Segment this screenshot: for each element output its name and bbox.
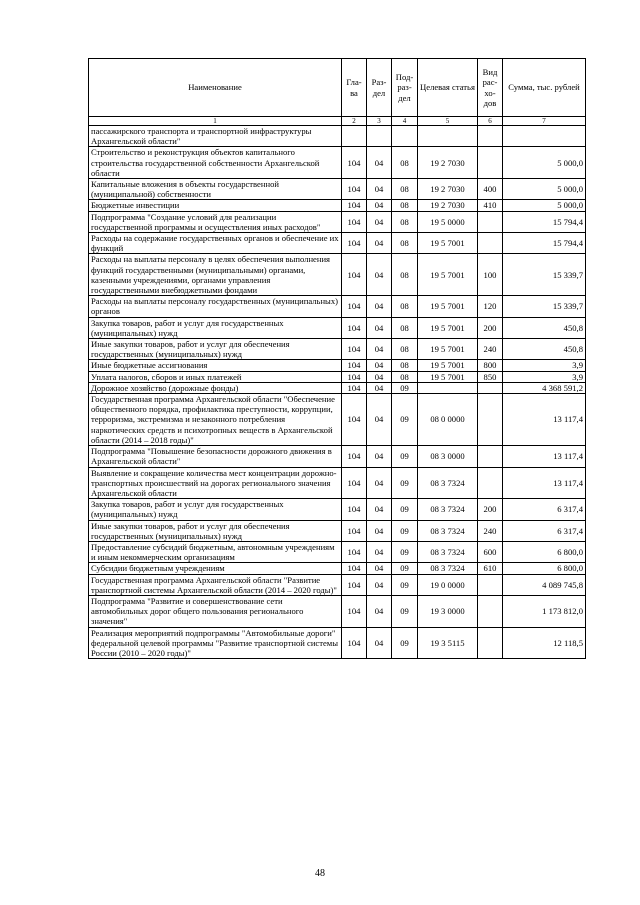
cell-name: Государственная программа Архангельской области "Обеспечение общественного порядка, профилактика преступности, коррупции, терроризма, экстремизма и незаконного потребления наркотических средств и психотропных веществ в Архангельской области (2014 – 2018 годы)" [89,394,342,446]
cell-glava: 104 [342,394,367,446]
cell-sum: 1 173 812,0 [503,595,586,627]
cell-name: Выявление и сокращение количества мест концентрации дорожно-транспортных происшествий на дорогах регионального значения Архангельской области [89,467,342,499]
header-razdel: Раз-дел [367,59,392,117]
cell-name: Подпрограмма "Повышение безопасности дорожного движения в Архангельской области" [89,446,342,467]
cell-podrazdel [392,126,418,147]
cell-target: 19 5 7001 [418,317,478,338]
table-row [89,147,586,179]
cell-razdel: 04 [367,541,392,562]
cell-target: 08 3 7324 [418,499,478,520]
cell-razdel: 04 [367,296,392,317]
table-row [89,394,586,446]
cell-razdel: 04 [367,317,392,338]
header-sum: Сумма, тыс. рублей [503,59,586,117]
cell-name: Строительство и реконструкция объектов капитального строительства государственной собственности Архангельской области [89,147,342,179]
cell-vid: 800 [478,360,503,371]
cell-sum: 13 117,4 [503,394,586,446]
cell-razdel: 04 [367,179,392,200]
cell-glava: 104 [342,467,367,499]
cell-sum: 6 317,4 [503,520,586,541]
cell-vid: 600 [478,541,503,562]
cell-sum: 6 800,0 [503,563,586,574]
cell-name: Подпрограмма "Развитие и совершенствование сети автомобильных дорог общего пользования регионального значения" [89,595,342,627]
cell-sum: 5 000,0 [503,147,586,179]
cell-podrazdel: 08 [392,200,418,211]
cell-glava: 104 [342,574,367,595]
cell-target: 08 3 7324 [418,563,478,574]
cell-target: 08 3 7324 [418,541,478,562]
table-row [89,382,586,393]
cell-podrazdel: 08 [392,179,418,200]
table-row [89,541,586,562]
cell-vid [478,147,503,179]
column-number: 5 [418,117,478,126]
cell-name: Иные закупки товаров, работ и услуг для обеспечения государственных (муниципальных) нужд [89,339,342,360]
cell-podrazdel: 08 [392,254,418,296]
cell-name: Расходы на выплаты персоналу государственных (муниципальных) органов [89,296,342,317]
cell-glava: 104 [342,541,367,562]
table-row [89,254,586,296]
cell-target: 08 0 0000 [418,394,478,446]
cell-name: Государственная программа Архангельской области "Развитие транспортной системы Архангельской области (2014 – 2020 годы)" [89,574,342,595]
cell-name: Уплата налогов, сборов и иных платежей [89,371,342,382]
cell-podrazdel: 09 [392,595,418,627]
table-row [89,574,586,595]
cell-razdel: 04 [367,394,392,446]
cell-glava: 104 [342,179,367,200]
header-target: Целевая статья [418,59,478,117]
cell-vid: 200 [478,317,503,338]
cell-name: Предоставление субсидий бюджетным, автономным учреждениям и иным некоммерческим организациям [89,541,342,562]
cell-glava [342,126,367,147]
cell-vid [478,446,503,467]
cell-name: Бюджетные инвестиции [89,200,342,211]
cell-vid: 120 [478,296,503,317]
cell-podrazdel: 09 [392,467,418,499]
table-row [89,563,586,574]
cell-name: Субсидии бюджетным учреждениям [89,563,342,574]
table-row [89,467,586,499]
cell-sum: 3,9 [503,360,586,371]
cell-podrazdel: 08 [392,339,418,360]
column-number-row [89,117,586,126]
cell-glava: 104 [342,339,367,360]
cell-razdel: 04 [367,520,392,541]
column-number: 2 [342,117,367,126]
table-row [89,296,586,317]
cell-glava: 104 [342,499,367,520]
cell-razdel: 04 [367,563,392,574]
cell-glava: 104 [342,360,367,371]
cell-podrazdel: 09 [392,394,418,446]
cell-vid: 200 [478,499,503,520]
cell-vid [478,467,503,499]
header-vid: Вид рас-хо-дов [478,59,503,117]
cell-podrazdel: 09 [392,574,418,595]
cell-name: Иные закупки товаров, работ и услуг для обеспечения государственных (муниципальных) нужд [89,520,342,541]
cell-target [418,382,478,393]
table-row [89,233,586,254]
table-row [89,339,586,360]
cell-glava: 104 [342,382,367,393]
table-row [89,360,586,371]
cell-razdel: 04 [367,382,392,393]
cell-target: 19 5 7001 [418,233,478,254]
cell-razdel: 04 [367,147,392,179]
cell-podrazdel: 09 [392,627,418,659]
cell-razdel: 04 [367,200,392,211]
cell-vid [478,394,503,446]
cell-razdel: 04 [367,233,392,254]
cell-podrazdel: 09 [392,563,418,574]
table-row [89,317,586,338]
cell-podrazdel: 09 [392,541,418,562]
cell-podrazdel: 08 [392,233,418,254]
cell-vid: 100 [478,254,503,296]
cell-glava: 104 [342,595,367,627]
cell-sum: 15 339,7 [503,254,586,296]
cell-podrazdel: 08 [392,296,418,317]
column-number: 7 [503,117,586,126]
page-number: 48 [315,868,325,879]
cell-vid: 610 [478,563,503,574]
cell-razdel: 04 [367,595,392,627]
table-row [89,595,586,627]
cell-name: Закупка товаров, работ и услуг для государственных (муниципальных) нужд [89,499,342,520]
cell-razdel: 04 [367,360,392,371]
cell-target: 08 3 7324 [418,467,478,499]
cell-glava: 104 [342,520,367,541]
cell-vid: 850 [478,371,503,382]
cell-target: 19 5 7001 [418,371,478,382]
cell-glava: 104 [342,446,367,467]
cell-target [418,126,478,147]
column-number: 6 [478,117,503,126]
table-row [89,371,586,382]
cell-sum: 13 117,4 [503,467,586,499]
cell-sum: 6 800,0 [503,541,586,562]
table-row [89,200,586,211]
cell-glava: 104 [342,254,367,296]
cell-target: 19 2 7030 [418,200,478,211]
cell-razdel: 04 [367,446,392,467]
budget-table [88,58,586,659]
cell-name: Иные бюджетные ассигнования [89,360,342,371]
cell-razdel: 04 [367,371,392,382]
cell-name: Закупка товаров, работ и услуг для государственных (муниципальных) нужд [89,317,342,338]
cell-target: 08 3 7324 [418,520,478,541]
cell-podrazdel: 08 [392,360,418,371]
cell-sum: 5 000,0 [503,179,586,200]
cell-vid [478,595,503,627]
column-number: 1 [89,117,342,126]
cell-razdel: 04 [367,339,392,360]
cell-target: 19 3 5115 [418,627,478,659]
cell-podrazdel: 08 [392,371,418,382]
cell-name: Расходы на выплаты персоналу в целях обеспечения выполнения функций государственными (муниципальными) органами, казенными учреждениями, органами управления государственными внебюджетными фондами [89,254,342,296]
cell-podrazdel: 09 [392,520,418,541]
cell-glava: 104 [342,296,367,317]
cell-sum: 5 000,0 [503,200,586,211]
cell-target: 19 5 7001 [418,339,478,360]
cell-razdel: 04 [367,211,392,232]
cell-glava: 104 [342,211,367,232]
header-row [89,59,586,117]
cell-vid [478,627,503,659]
cell-sum [503,126,586,147]
cell-name: Реализация мероприятий подпрограммы "Автомобильные дороги" федеральной целевой программы "Развитие транспортной системы России (2010 – 2020 годы)" [89,627,342,659]
cell-name: Подпрограмма "Создание условий для реализации государственной программы и осуществления иных расходов" [89,211,342,232]
column-number: 4 [392,117,418,126]
cell-glava: 104 [342,627,367,659]
cell-sum: 450,8 [503,317,586,338]
cell-podrazdel: 08 [392,211,418,232]
header-podrazdel: Под-раз-дел [392,59,418,117]
cell-target: 19 3 0000 [418,595,478,627]
cell-sum: 12 118,5 [503,627,586,659]
cell-name: Капитальные вложения в объекты государственной (муниципальной) собственности [89,179,342,200]
cell-sum: 15 339,7 [503,296,586,317]
cell-sum: 4 368 591,2 [503,382,586,393]
table-body [89,126,586,659]
header-glava: Гла-ва [342,59,367,117]
table-row [89,499,586,520]
table-row [89,446,586,467]
cell-razdel [367,126,392,147]
cell-sum: 4 089 745,8 [503,574,586,595]
cell-vid [478,211,503,232]
cell-vid [478,126,503,147]
column-number: 3 [367,117,392,126]
cell-target: 19 2 7030 [418,179,478,200]
cell-target: 08 3 0000 [418,446,478,467]
cell-vid: 410 [478,200,503,211]
cell-glava: 104 [342,563,367,574]
table-row [89,520,586,541]
cell-podrazdel: 09 [392,499,418,520]
cell-vid: 400 [478,179,503,200]
cell-sum: 6 317,4 [503,499,586,520]
table-row [89,179,586,200]
cell-sum: 3,9 [503,371,586,382]
cell-glava: 104 [342,147,367,179]
cell-target: 19 0 0000 [418,574,478,595]
cell-glava: 104 [342,200,367,211]
cell-name: пассажирского транспорта и транспортной инфраструктуры Архангельской области" [89,126,342,147]
cell-glava: 104 [342,233,367,254]
cell-target: 19 2 7030 [418,147,478,179]
cell-vid [478,233,503,254]
cell-vid [478,382,503,393]
cell-vid: 240 [478,520,503,541]
table-row [89,211,586,232]
cell-razdel: 04 [367,574,392,595]
cell-target: 19 5 7001 [418,296,478,317]
cell-razdel: 04 [367,254,392,296]
cell-name: Расходы на содержание государственных органов и обеспечение их функций [89,233,342,254]
header-name: Наименование [89,59,342,117]
cell-glava: 104 [342,317,367,338]
cell-sum: 15 794,4 [503,233,586,254]
cell-razdel: 04 [367,627,392,659]
cell-razdel: 04 [367,499,392,520]
cell-sum: 15 794,4 [503,211,586,232]
cell-target: 19 5 7001 [418,360,478,371]
cell-sum: 450,8 [503,339,586,360]
cell-podrazdel: 09 [392,382,418,393]
cell-podrazdel: 08 [392,147,418,179]
table-row [89,126,586,147]
cell-podrazdel: 09 [392,446,418,467]
cell-podrazdel: 08 [392,317,418,338]
cell-sum: 13 117,4 [503,446,586,467]
cell-target: 19 5 7001 [418,254,478,296]
table-row [89,627,586,659]
cell-target: 19 5 0000 [418,211,478,232]
cell-glava: 104 [342,371,367,382]
cell-vid: 240 [478,339,503,360]
cell-vid [478,574,503,595]
cell-name: Дорожное хозяйство (дорожные фонды) [89,382,342,393]
cell-razdel: 04 [367,467,392,499]
